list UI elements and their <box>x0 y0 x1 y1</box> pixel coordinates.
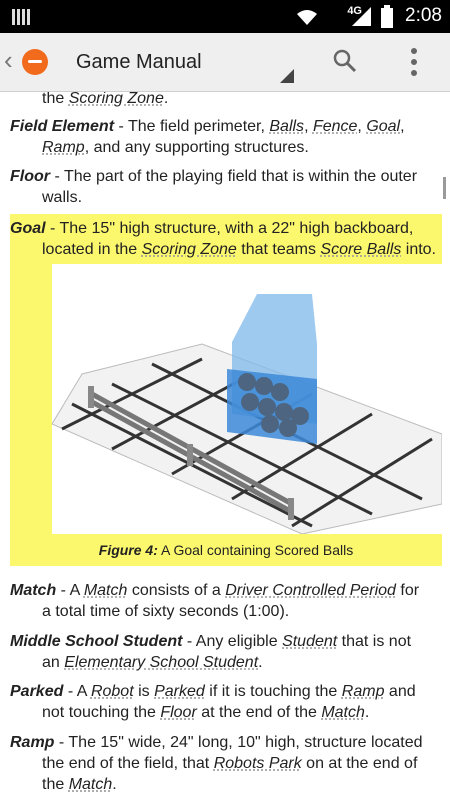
notification-icon <box>12 9 32 25</box>
link-parked[interactable]: Parked <box>154 683 205 700</box>
link-match[interactable]: Match <box>68 776 113 793</box>
entry-floor: Floor - The part of the playing field that is within the outer walls. <box>10 168 418 206</box>
back-icon[interactable]: ‹ <box>4 45 13 75</box>
entry-ramp: Ramp - The 15" wide, 24" long, 10" high, structure located the end of the field, that Robots Park on at the end of the Match. <box>10 734 423 793</box>
figure-caption: Figure 4: A Goal containing Scored Balls <box>98 542 354 558</box>
link-balls[interactable]: Balls <box>269 118 305 135</box>
link-robot[interactable]: Robot <box>90 683 134 700</box>
overflow-menu-icon[interactable] <box>410 47 418 77</box>
goal-figure-image <box>52 264 442 534</box>
dropdown-indicator-icon[interactable] <box>280 69 294 83</box>
entry-match: Match - A Match consists of a Driver Controlled Period for a total time of sixty seconds (1:00). <box>10 582 420 620</box>
link-match[interactable]: Match <box>321 704 365 721</box>
signal-icon <box>352 7 372 27</box>
term-ramp: Ramp <box>10 734 55 751</box>
entry-middle-school-student: Middle School Student - Any eligible Student that is not an Elementary School Student. <box>10 633 412 671</box>
link-floor[interactable]: Floor <box>160 704 197 721</box>
page-title: Game Manual <box>76 51 202 73</box>
status-time: 2:08 <box>405 5 442 26</box>
term-middle-school-student: Middle School Student <box>10 633 183 650</box>
link-elementary-school-student[interactable]: Elementary School Student <box>64 654 259 671</box>
link-score-balls[interactable]: Score Balls <box>320 241 402 258</box>
goal-highlight <box>10 214 442 566</box>
entry-parked: Parked - A Robot is Parked if it is touching the Ramp and not touching the Floor at the end of the Match. <box>10 683 416 721</box>
term-parked: Parked <box>10 683 64 700</box>
wifi-icon <box>296 8 318 26</box>
term-match: Match <box>10 582 57 599</box>
link-ramp[interactable]: Ramp <box>341 683 385 700</box>
link-ramp[interactable]: Ramp <box>42 139 85 156</box>
link-scoring-zone[interactable]: Scoring Zone <box>141 241 237 258</box>
network-type: 4G <box>347 5 362 17</box>
link-fence[interactable]: Fence <box>312 118 358 135</box>
entry-field-element: Field Element - The field perimeter, Balls, Fence, Goal, Ramp, and any supporting structures. <box>10 118 405 156</box>
link-goal[interactable]: Goal <box>366 118 401 135</box>
link-robots-park[interactable]: Robots Park <box>213 755 302 772</box>
link-scoring-zone[interactable]: Scoring Zone <box>68 92 164 107</box>
battery-icon <box>381 5 393 28</box>
link-driver-controlled-period[interactable]: Driver Controlled Period <box>225 582 396 599</box>
status-bar <box>0 0 450 33</box>
link-student[interactable]: Student <box>282 633 338 650</box>
search-icon[interactable] <box>333 49 357 73</box>
term-field-element: Field Element <box>10 118 115 135</box>
entry-scoring-zone-partial: the Scoring Zone. <box>42 92 169 107</box>
entry-goal: Goal - The 15" high structure, with a 22" high backboard, located in the Scoring Zone that teams Score Balls into. <box>10 220 436 258</box>
app-logo-icon[interactable] <box>22 49 48 75</box>
scrollbar[interactable] <box>443 177 446 199</box>
manual-content[interactable] <box>0 92 450 800</box>
caption-label: Figure 4: <box>98 542 158 558</box>
term-floor: Floor <box>10 168 50 185</box>
app-bar <box>0 33 450 92</box>
term-goal: Goal <box>10 220 46 237</box>
link-match[interactable]: Match <box>83 582 128 599</box>
